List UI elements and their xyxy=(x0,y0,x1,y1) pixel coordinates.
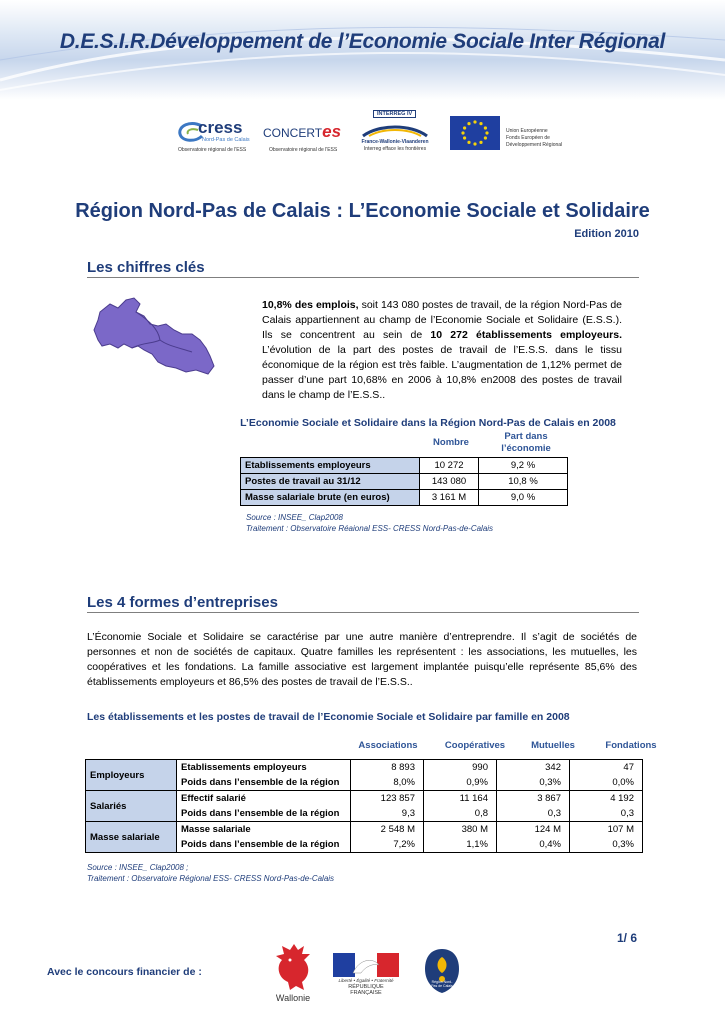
edition-label: Edition 2010 xyxy=(574,228,639,240)
table1-caption: L’Economie Sociale et Solidaire dans la Région Nord-Pas de Calais en 2008 xyxy=(240,417,616,429)
table-ess-familles xyxy=(85,759,643,853)
table1-source-line: Source : INSEE_ Clap2008 xyxy=(246,513,343,522)
table2-row-label: Effectif salarié xyxy=(177,791,351,807)
table1-header-part xyxy=(486,431,566,455)
formes-paragraph: L’Économie Sociale et Solidaire se caractérise par une autre manière d’entreprendre. Il s’agit de sociétés de personnes et non de sociétés de capitaux. Quatre familles les représentent : les associations, les mutuelles, les coopératives et les fondations. La famille associative est largement implantée puisqu’elle représente 85,6% des établissements employeurs et 86,5% des postes de travail de l’E.S.S.. xyxy=(87,631,637,688)
table2-cell: 2 548 M xyxy=(351,822,424,838)
eu-line1: Union Européenne xyxy=(506,128,548,134)
section-heading-chiffres: Les chiffres clés xyxy=(87,259,205,276)
table2-cell: 8,0% xyxy=(351,775,424,791)
table2-cell: 0,3 xyxy=(497,806,570,822)
table-row xyxy=(86,822,643,838)
table1-cell-part: 9,2 % xyxy=(479,458,568,474)
table2-header-cooperatives: Coopératives xyxy=(444,740,506,751)
interreg-logo xyxy=(359,110,431,155)
table2-cell: 123 857 xyxy=(351,791,424,807)
eu-logo xyxy=(450,116,565,154)
table2-caption: Les établissements et les postes de travail de l’Economie Sociale et Solidaire par famille en 2008 xyxy=(87,711,570,723)
eu-caption xyxy=(506,128,562,149)
table2-cell: 1,1% xyxy=(424,837,497,853)
header-title: D.E.S.I.R.Développement de l’Economie Sociale Inter Régional xyxy=(59,30,666,53)
table1-row-label: Masse salariale brute (en euros) xyxy=(241,490,420,506)
table2-cell: 990 xyxy=(424,760,497,776)
cress-caption: Observatoire régional de l'ESS xyxy=(178,147,247,153)
table2-group-salaries: Salariés xyxy=(86,791,177,822)
interreg-label: INTERREG IV xyxy=(373,110,416,118)
republique-francaise-logo xyxy=(333,953,399,996)
table2-cell: 11 164 xyxy=(424,791,497,807)
table2-group-employeurs: Employeurs xyxy=(86,760,177,791)
concertes-name: CONCERT xyxy=(263,126,323,140)
concertes-caption: Observatoire régional de l'ESS xyxy=(269,147,338,153)
table-ess-region xyxy=(240,457,568,506)
cress-logo xyxy=(176,118,256,158)
table-row xyxy=(86,791,643,807)
para-text-1: soit 143 080 postes de travail, de la région Nord-Pas de Calais appartiennent au champ de l’Economie Sociale et Solidaire (E.S.S.). Ils se concentrent au sein de xyxy=(262,299,622,341)
interreg-arc-icon xyxy=(359,122,431,138)
table2-cell: 0,4% xyxy=(497,837,570,853)
table1-row-label: Postes de travail au 31/12 xyxy=(241,474,420,490)
para-bold-emplois: 10,8% des emplois, xyxy=(262,299,359,311)
table1-header-part-line1: Part dans xyxy=(504,431,548,442)
table2-cell: 0,3% xyxy=(497,775,570,791)
table-row xyxy=(241,490,568,506)
table1-source xyxy=(246,512,493,534)
table1-header-part-line2: l’économie xyxy=(501,443,551,454)
table2-header-mutuelles: Mutuelles xyxy=(531,740,575,751)
cress-subtitle: Nord-Pas de Calais xyxy=(202,137,250,143)
table2-cell: 47 xyxy=(570,760,643,776)
eu-line2: Fonds Européen de xyxy=(506,135,550,141)
section-heading-formes: Les 4 formes d’entreprises xyxy=(87,594,278,611)
table1-cell-part: 9,0 % xyxy=(479,490,568,506)
table2-cell: 107 M xyxy=(570,822,643,838)
table-row xyxy=(86,760,643,776)
table2-cell: 8 893 xyxy=(351,760,424,776)
table2-cell: 380 M xyxy=(424,822,497,838)
table1-cell-nombre: 3 161 M xyxy=(420,490,479,506)
table2-row-label: Poids dans l’ensemble de la région xyxy=(177,806,351,822)
document-title: Région Nord-Pas de Calais : L’Economie Sociale et Solidaire xyxy=(75,200,650,222)
concertes-logo xyxy=(263,118,343,158)
table2-row-label: Etablissements employeurs xyxy=(177,760,351,776)
table1-cell-part: 10,8 % xyxy=(479,474,568,490)
marianne-icon xyxy=(333,953,399,977)
interreg-line1: France-Wallonie-Vlaanderen xyxy=(361,139,429,145)
interreg-line2: Interreg efface les frontières xyxy=(363,146,427,152)
table2-row-label: Masse salariale xyxy=(177,822,351,838)
section-rule xyxy=(87,277,639,278)
table2-source-line: Source : INSEE_ Clap2008 ; xyxy=(87,863,189,872)
table2-traitement-line: Traitement : Observatoire Régional ESS- CRESS Nord-Pas-de-Calais xyxy=(87,874,335,883)
eu-flag-icon xyxy=(450,116,500,150)
table1-header-nombre: Nombre xyxy=(433,437,469,448)
table2-row-label: Poids dans l’ensemble de la région xyxy=(177,837,351,853)
concertes-wordmark xyxy=(263,122,341,142)
table1-traitement-line: Traitement : Observatoire Réaional ESS- CRESS Nord-Pas-de-Calais xyxy=(246,524,494,533)
table1-cell-nombre: 10 272 xyxy=(420,458,479,474)
table2-cell: 9,3 xyxy=(351,806,424,822)
region-nord-pas-de-calais-logo xyxy=(423,947,461,995)
chiffres-paragraph xyxy=(262,298,622,403)
financier-label: Avec le concours financier de : xyxy=(47,966,202,978)
wallonie-logo xyxy=(268,940,318,1008)
table1-cell-nombre: 143 080 xyxy=(420,474,479,490)
table1-row-label: Etablissements employeurs xyxy=(241,458,420,474)
table2-cell: 0,3 xyxy=(570,806,643,822)
table2-header-fondations: Fondations xyxy=(605,740,657,751)
table2-group-masse: Masse salariale xyxy=(86,822,177,853)
table2-cell: 0,8 xyxy=(424,806,497,822)
table2-source xyxy=(87,862,334,884)
para-bold-etablissements: 10 272 établissements employeurs. xyxy=(430,329,622,341)
table-row xyxy=(241,458,568,474)
region-label: Région Nord-Pas de Calais xyxy=(431,980,453,988)
table2-cell: 342 xyxy=(497,760,570,776)
eu-line3: Développement Régional xyxy=(506,142,563,148)
table2-cell: 124 M xyxy=(497,822,570,838)
rf-motto: Liberté • Égalité • Fraternité xyxy=(338,978,394,983)
table-row xyxy=(241,474,568,490)
region-map-image xyxy=(88,290,218,390)
table2-row-label: Poids dans l’ensemble de la région xyxy=(177,775,351,791)
para-text-2: L’évolution de la part des postes de travail de l’E.S.S. dans le tissu économique de la région est très faible. L’augmentation de 1,12% permet de passer d’une part 10,68% en 2006 à 10,8% en2008 des postes de travail dans le champ de l’E.S.S.. xyxy=(262,344,622,401)
wallonie-label: Wallonie xyxy=(275,993,311,1003)
page-number: 1/ 6 xyxy=(616,931,637,945)
rooster-icon xyxy=(270,940,316,992)
rf-name: RÉPUBLIQUE FRANÇAISE xyxy=(348,984,384,996)
cress-wordmark: cress xyxy=(198,118,243,137)
concertes-accent: es xyxy=(322,122,342,141)
table2-cell: 0,3% xyxy=(570,837,643,853)
table2-header-associations: Associations xyxy=(358,740,418,751)
table2-cell: 0,0% xyxy=(570,775,643,791)
table2-cell: 7,2% xyxy=(351,837,424,853)
section-rule xyxy=(87,612,639,613)
table2-cell: 3 867 xyxy=(497,791,570,807)
table2-cell: 4 192 xyxy=(570,791,643,807)
table2-cell: 0,9% xyxy=(424,775,497,791)
